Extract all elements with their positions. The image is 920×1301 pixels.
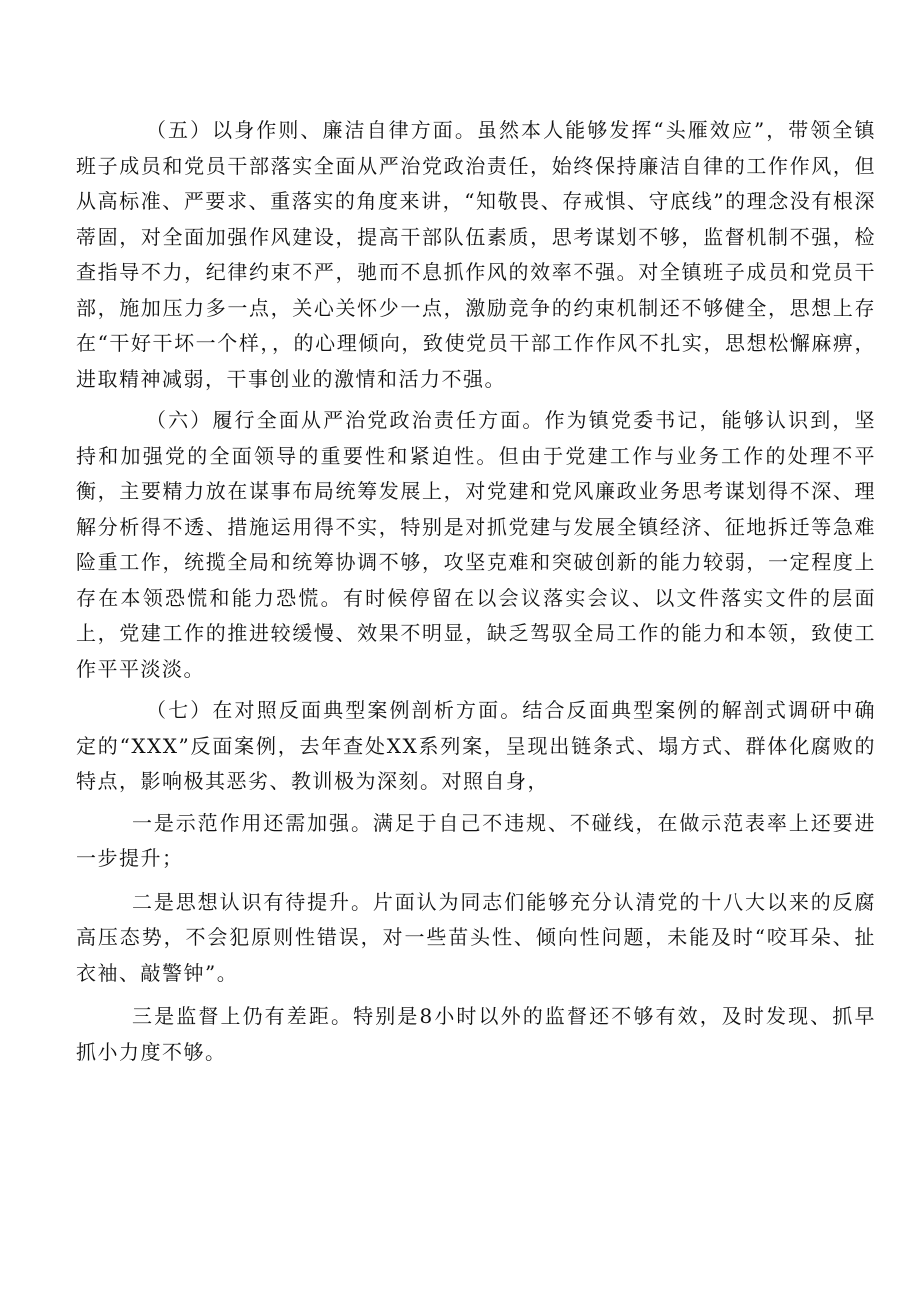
paragraph-item-2: 二是思想认识有待提升。片面认为同志们能够充分认清党的十八大以来的反腐高压态势，不会犯原则性错误，对一些苗头性、倾向性问题，未能及时“咬耳朵、扯衣袖、敲警钟”。 <box>76 889 876 985</box>
document-body <box>76 113 876 1070</box>
paragraph-section-6: （六）履行全面从严治党政治责任方面。作为镇党委书记，能够认识到，坚持和加强党的全面领导的重要性和紧迫性。但由于党建工作与业务工作的处理不平衡，主要精力放在谋事布局统筹发展上，对党建和党风廉政业务思考谋划得不深、理解分析得不透、措施运用得不实，特别是对抓党建与发展全镇经济、征地拆迁等急难险重工作，统揽全局和统筹协调不够，攻坚克难和突破创新的能力较弱，一定程度上存在本领恐慌和能力恐慌。有时候停留在以会议落实会议、以文件落实文件的层面上，党建工作的推进较缓慢、效果不明显，缺乏驾驭全局工作的能力和本领，致使工作平平淡淡。 <box>76 408 876 681</box>
paragraph-section-7: （七）在对照反面典型案例剖析方面。结合反面典型案例的解剖式调研中确定的“XXX”反面案例，去年查处XX系列案，呈现出链条式、塌方式、群体化腐败的特点，影响极其恶劣、教训极为深刻。对照自身， <box>76 698 876 793</box>
paragraph-item-3: 三是监督上仍有差距。特别是8小时以外的监督还不够有效，及时发现、抓早抓小力度不够。 <box>76 1004 876 1064</box>
paragraph-item-1: 一是示范作用还需加强。满足于自己不违规、不碰线，在做示范表率上还要进一步提升； <box>76 810 876 870</box>
paragraph-section-5: （五）以身作则、廉洁自律方面。虽然本人能够发挥“头雁效应”，带领全镇班子成员和党员干部落实全面从严治党政治责任，始终保持廉洁自律的工作作风，但从高标准、严要求、重落实的角度来讲，“知敬畏、存戒惧、守底线”的理念没有根深蒂固，对全面加强作风建设，提高干部队伍素质，思考谋划不够，监督机制不强，检查指导不力，纪律约束不严，驰而不息抓作风的效率不强。对全镇班子成员和党员干部，施加压力多一点，关心关怀少一点，激励竞争的约束机制还不够健全，思想上存在“干好干坏一个样，，的心理倾向，致使党员干部工作作风不扎实，思想松懈麻痹，进取精神减弱，干事创业的激情和活力不强。 <box>76 118 876 391</box>
